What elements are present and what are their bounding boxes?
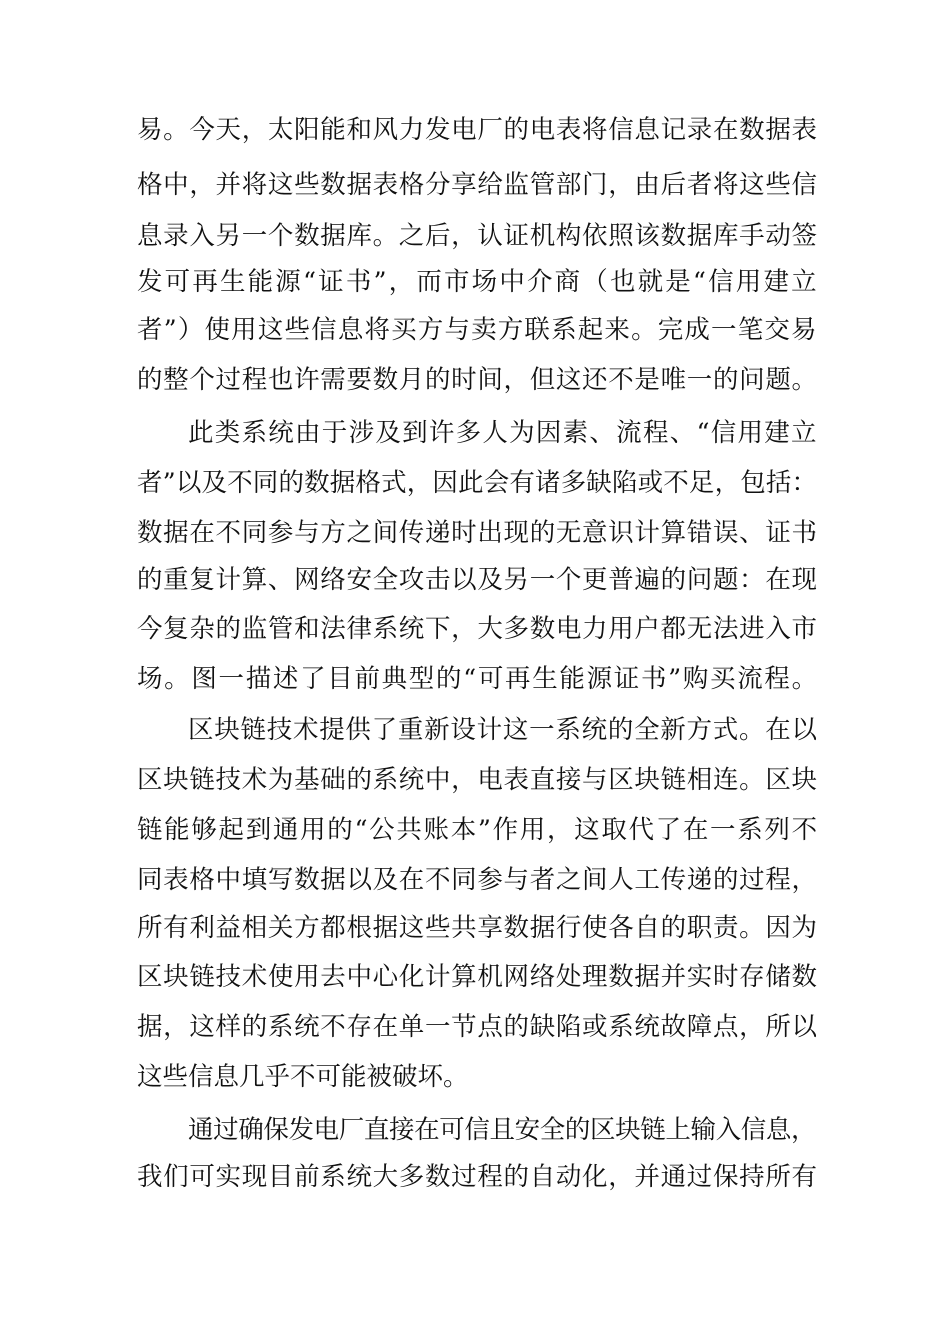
line-text: 发可再生能源“证书”，而市场中介商（也就是“信用建立 bbox=[137, 267, 819, 297]
text-line bbox=[0, 1052, 950, 1102]
line-text: 场。图一描述了目前典型的“可再生能源证书”购买流程。 bbox=[137, 664, 819, 694]
line-text: 同表格中填写数据以及在不同参与者之间人工传递的过程， bbox=[137, 865, 818, 895]
text-line bbox=[0, 305, 950, 355]
text-line bbox=[0, 160, 950, 210]
line-text: 此类系统由于涉及到许多人为因素、流程、“信用建立 bbox=[188, 418, 818, 448]
line-text: 区块链技术提供了重新设计这一系统的全新方式。在以 bbox=[188, 715, 818, 745]
text-line bbox=[0, 755, 950, 805]
line-text: 所有利益相关方都根据这些共享数据行使各自的职责。因为 bbox=[137, 913, 818, 943]
line-text: 通过确保发电厂直接在可信且安全的区块链上输入信息， bbox=[188, 1115, 817, 1145]
line-text: 息录入另一个数据库。之后，认证机构依照该数据库手动签 bbox=[137, 221, 818, 251]
line-text: 的重复计算、网络安全攻击以及另一个更普遍的问题：在现 bbox=[137, 565, 818, 595]
line-text: 链能够起到通用的“公共账本”作用，这取代了在一系列不 bbox=[137, 815, 819, 845]
text-line bbox=[0, 903, 950, 953]
line-text: 者”）使用这些信息将买方与卖方联系起来。完成一笔交易 bbox=[137, 315, 818, 345]
line-text: 今复杂的监管和法律系统下，大多数电力用户都无法进入市 bbox=[137, 614, 818, 644]
line-text: 区块链技术使用去中心化计算机网络处理数据并实时存储数 bbox=[137, 962, 818, 992]
line-text: 据，这样的系统不存在单一节点的缺陷或系统故障点，所以 bbox=[137, 1012, 818, 1042]
line-text: 这些信息几乎不可能被破坏。 bbox=[137, 1062, 469, 1092]
text-line bbox=[0, 408, 950, 458]
text-line bbox=[0, 508, 950, 558]
text-line bbox=[0, 654, 950, 704]
text-line bbox=[0, 211, 950, 261]
line-text: 数据在不同参与方之间传递时出现的无意识计算错误、证书 bbox=[137, 518, 818, 548]
text-line bbox=[0, 257, 950, 307]
line-text: 我们可实现目前系统大多数过程的自动化，并通过保持所有 bbox=[137, 1162, 818, 1192]
text-line bbox=[0, 952, 950, 1002]
text-line bbox=[0, 555, 950, 605]
line-text: 的整个过程也许需要数月的时间，但这还不是唯一的问题。 bbox=[137, 365, 818, 395]
text-line bbox=[0, 1152, 950, 1202]
text-line bbox=[0, 458, 950, 508]
text-line bbox=[0, 1105, 950, 1155]
text-line bbox=[0, 105, 950, 155]
text-line bbox=[0, 355, 950, 405]
text-line bbox=[0, 855, 950, 905]
text-line bbox=[0, 805, 950, 855]
text-line bbox=[0, 705, 950, 755]
line-text: 易。今天，太阳能和风力发电厂的电表将信息记录在数据表 bbox=[137, 115, 818, 145]
text-line bbox=[0, 604, 950, 654]
line-text: 格中，并将这些数据表格分享给监管部门，由后者将这些信 bbox=[137, 170, 818, 200]
line-text: 者”以及不同的数据格式，因此会有诸多缺陷或不足，包括： bbox=[137, 468, 818, 498]
line-text: 区块链技术为基础的系统中，电表直接与区块链相连。区块 bbox=[137, 765, 818, 795]
text-line bbox=[0, 1002, 950, 1052]
